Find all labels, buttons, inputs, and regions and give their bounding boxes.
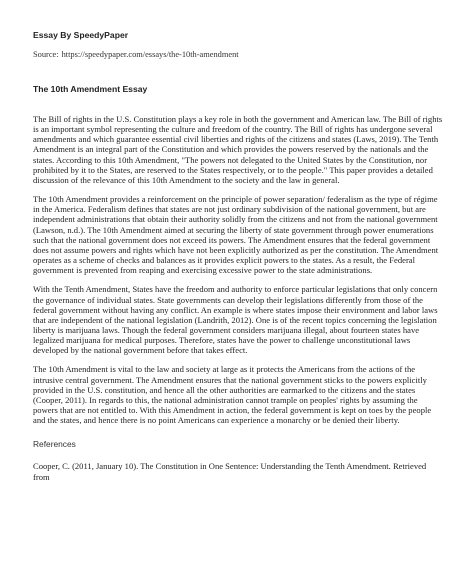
source-url[interactable]: https://speedypaper.com/essays/the-10th-amendment	[61, 50, 239, 59]
references-heading: References	[33, 439, 76, 450]
reference-item: Cooper, C. (2011, January 10). The Constitution in One Sentence: Understanding the Tenth Amendment. Retrieved from	[33, 461, 427, 482]
essay-title: The 10th Amendment Essay	[33, 84, 148, 94]
site-brand: Essay By SpeedyPaper	[33, 30, 129, 40]
essay-body	[33, 114, 443, 482]
paragraph-2: The 10th Amendment provides a reinforcement on the principle of power separation/ federalism as the type of régime in the America. Federalism defines that states are not just ordinary subdivision of the national government, but are independent administrations that obtain their authority solidly from the citizens and not from the national government (Lawson, n.d.). The 10th Amendment aimed at securing the liberty of state government through power enumerations such that the national government does not exceed its powers. The Amendment ensures that the federal government does not assume powers and rights which have not been explicitly authorized as per the constitution. The Amendment operates as a scheme of checks and balances as it provides explicit powers to the states. As a result, the Federal government is prevented from reaping and exercising excessive power to the state administrations.	[33, 194, 439, 276]
source-line	[33, 50, 239, 59]
paragraph-3: With the Tenth Amendment, States have the freedom and authority to enforce particular legislations that only concern the governance of individual states. State governments can develop their legislations differently from those of the federal government without having any conflict. An example is where states impose their environment and labor laws that are independent of the national legislation (Landrith, 2012). One is of the recent topics concerning the legislation liberty is marijuana laws. Though the federal government considers marijuana illegal, about fourteen states have legalized marijuana for medical purposes. Therefore, states have the power to challenge unconstitutional laws developed by the national government before that takes effect.	[33, 284, 438, 356]
paragraph-4: The 10th Amendment is vital to the law and society at large as it protects the Americans from the actions of the intrusive central government. The Amendment ensures that the national government sticks to the powers explicitly provided in the U.S. constitution, and hence all the other authorities are earmarked to the citizens and the states (Cooper, 2011). In regards to this, the national administration cannot trample on peoples' rights by assuming the powers that are not entitled to. With this Amendment in action, the federal government is kept on toes by the people and the states, and hence there is no point Americans can experience a monarchy or be denied their liberty.	[33, 364, 432, 426]
source-label: Source:	[33, 50, 59, 59]
paragraph-1: The Bill of rights in the U.S. Constitution plays a key role in both the government and American law. The Bill of rights is an important symbol representing the culture and freedom of the country. The Bill of rights has undergone several amendments and which guarantee essential civil liberties and rights of the citizens and states (Laws, 2019). The Tenth Amendment is an integral part of the Constitution and which provides the powers reserved by the nationals and the states. According to this 10th Amendment, "The powers not delegated to the United States by the Constitution, nor prohibited by it to the States, are reserved to the States respectively, or to the people." This paper provides a detailed discussion of the relevance of this 10th Amendment to the society and the law in general.	[33, 114, 443, 185]
